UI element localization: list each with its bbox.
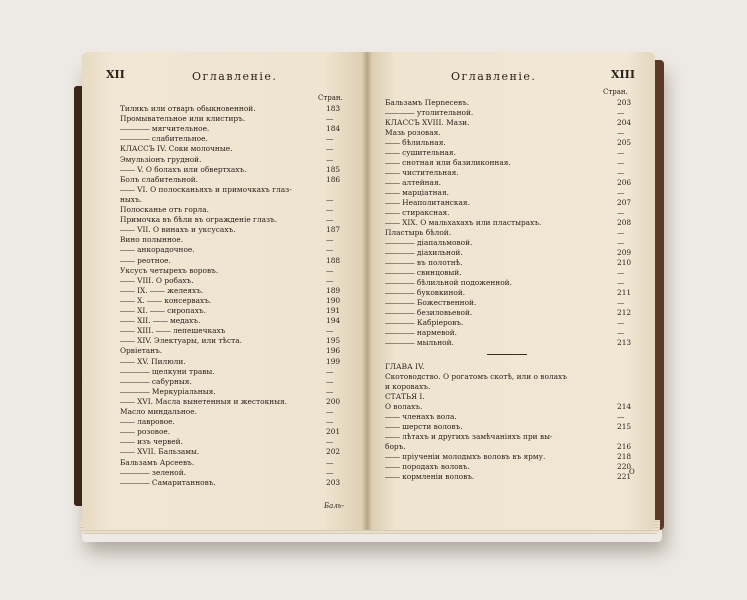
toc-entry: Болъ слабительной.	[120, 174, 199, 184]
toc-line	[385, 462, 632, 472]
toc-line	[120, 245, 334, 255]
page-reference: —	[617, 228, 625, 237]
page-reference: 208	[617, 218, 632, 227]
toc-entry: ―― лѣтахъ и другихъ замѣчаніяхъ при вы-	[385, 432, 553, 441]
corner-mark: O	[629, 468, 635, 476]
toc-line	[385, 238, 625, 248]
toc-line	[120, 205, 334, 215]
toc-entry: ―――― сабурныя.	[120, 376, 192, 386]
toc-entry: ―― реотное.	[120, 255, 171, 265]
toc-line	[120, 215, 334, 225]
toc-line	[385, 128, 625, 138]
toc-line	[120, 194, 334, 205]
page-reference: —	[326, 326, 334, 336]
toc-entry: ―― снотная или базиликонная.	[385, 158, 511, 167]
page-reference: —	[326, 437, 334, 447]
toc-line	[120, 336, 341, 346]
page-reference: —	[617, 128, 625, 137]
toc-entry: ―― породахъ воловъ.	[385, 462, 470, 471]
toc-entry: ―― XVI. Масла вынетенныя и жестокныя.	[120, 396, 288, 406]
toc-entry: Бальзамъ Арсеевъ.	[120, 457, 195, 467]
toc-line	[385, 382, 430, 392]
toc-entry: Тилякъ или отваръ обыкновенной.	[120, 104, 256, 113]
toc-line	[385, 442, 632, 452]
page-reference: —	[326, 265, 334, 275]
toc-line	[120, 134, 334, 144]
toc-line	[385, 168, 625, 178]
page-reference: —	[326, 417, 334, 427]
toc-line	[385, 372, 567, 382]
page-reference: 196	[326, 346, 341, 356]
toc-line	[120, 457, 334, 468]
page-reference: 210	[617, 258, 632, 267]
toc-line	[385, 258, 632, 268]
toc-line	[385, 422, 632, 432]
section-divider	[487, 354, 527, 355]
toc-line	[120, 386, 334, 397]
toc-line	[120, 447, 341, 457]
toc-line	[385, 138, 632, 148]
page-reference: 203	[617, 98, 632, 107]
toc-entry: Уксусъ четырехъ воровъ.	[120, 265, 219, 275]
toc-entry: ―― XIV. Электуары, или тѣста.	[120, 336, 242, 346]
toc-entry: ―― XI. ―― сиропахъ.	[120, 306, 206, 315]
toc-entry: ―――― діахильной.	[385, 248, 463, 257]
page-reference: 204	[617, 118, 632, 127]
toc-line	[385, 298, 625, 308]
column-header: Стран.	[603, 88, 628, 96]
toc-line	[385, 412, 625, 422]
toc-line	[120, 164, 341, 175]
page-reference: 203	[326, 477, 341, 487]
toc-line	[385, 228, 625, 238]
catchword: Баль-	[324, 502, 344, 510]
toc-entry: Масло миндальное.	[120, 407, 197, 416]
page-reference: —	[326, 205, 334, 214]
toc-entry: ―――― Божественной.	[385, 298, 477, 307]
page-reference: 205	[617, 138, 632, 147]
page-reference: —	[326, 275, 334, 285]
toc-entry: ―――― слабительное.	[120, 134, 208, 144]
toc-line	[385, 218, 632, 228]
page-reference: —	[326, 457, 334, 467]
left-page	[82, 52, 367, 530]
toc-entry: КЛАССЪ XVIII. Мази.	[385, 118, 470, 127]
toc-line	[120, 437, 334, 447]
page-reference: —	[617, 188, 625, 197]
toc-line	[120, 477, 341, 488]
page-reference: —	[326, 194, 334, 204]
toc-entry: Вино полынное.	[120, 235, 184, 245]
toc-line	[385, 362, 424, 372]
page-reference: 189	[326, 285, 341, 295]
toc-entry: ―― бѣлильная.	[385, 138, 446, 147]
toc-entry: ―― шерсти воловъ.	[385, 422, 463, 431]
right-page	[367, 52, 655, 530]
page-reference: —	[326, 144, 334, 154]
toc-line	[120, 467, 334, 478]
toc-line	[385, 402, 632, 412]
page-reference: 184	[326, 124, 341, 134]
book-gutter	[362, 52, 372, 530]
toc-entry: Примочка въ бѣли въ огражденіе глазъ.	[120, 215, 278, 225]
toc-line	[385, 208, 625, 218]
toc-line	[385, 188, 625, 198]
toc-entry: ―――― нармевой.	[385, 328, 457, 337]
toc-line	[120, 376, 334, 387]
page-number: XIII	[611, 68, 635, 81]
toc-entry: ―――― Кабріеровъ.	[385, 318, 464, 327]
page-reference: 194	[326, 316, 341, 326]
toc-entry: ―― лавровое.	[120, 417, 175, 427]
running-head: Оглавленіе.	[192, 70, 278, 83]
toc-entry: ―― анкорадочное.	[120, 245, 195, 255]
toc-entry: Мазь розовая.	[385, 128, 441, 137]
toc-line	[120, 427, 341, 437]
toc-line	[120, 154, 334, 165]
toc-line	[120, 144, 334, 154]
page-reference: 183	[326, 104, 341, 113]
toc-line	[385, 118, 632, 128]
toc-entry: Пластырь бѣлой.	[385, 228, 452, 237]
toc-line	[385, 98, 632, 108]
toc-entry: Промывательное или клистиръ.	[120, 114, 246, 124]
toc-line	[120, 255, 341, 266]
toc-line	[385, 158, 625, 168]
page-reference: —	[326, 467, 334, 477]
toc-line	[385, 268, 625, 278]
toc-entry: ―― V. О болахъ или обвертхахъ.	[120, 164, 247, 174]
page-reference: —	[617, 268, 625, 277]
toc-line	[385, 432, 553, 442]
toc-entry: ―― изъ червей.	[120, 437, 183, 447]
toc-line	[385, 472, 632, 482]
page-reference: —	[326, 245, 334, 255]
page-reference: —	[617, 318, 625, 327]
toc-line	[120, 306, 341, 316]
toc-line	[385, 338, 632, 348]
toc-line	[120, 295, 341, 306]
page-reference: 212	[617, 308, 632, 317]
toc-entry: ―― розовое.	[120, 427, 171, 437]
toc-entry: ―――― Меркуріальныя.	[120, 386, 216, 396]
toc-line	[120, 124, 341, 134]
toc-line	[120, 285, 341, 296]
toc-entry: ―――― зеленой.	[120, 467, 187, 477]
toc-entry: КЛАССЪ IV. Соки молочные.	[120, 144, 233, 154]
page-reference: —	[617, 208, 625, 217]
toc-line	[385, 178, 632, 188]
toc-line	[385, 248, 632, 258]
page-reference: —	[617, 412, 625, 421]
toc-entry: ―― XV. Пилюли.	[120, 356, 186, 366]
page-reference: —	[617, 168, 625, 177]
toc-entry: ―― сушительная.	[385, 148, 456, 157]
toc-entry: СТАТЬЯ I.	[385, 392, 425, 401]
toc-entry: ―― членахъ вола.	[385, 412, 457, 421]
toc-entry: ―― XII. ―― медахъ.	[120, 316, 201, 326]
page-reference: —	[326, 376, 334, 386]
toc-line	[120, 316, 341, 326]
page-reference: 214	[617, 402, 632, 411]
toc-entry: ―――― мыльной.	[385, 338, 454, 347]
toc-line	[385, 198, 632, 208]
page-reference: —	[617, 238, 625, 247]
toc-entry: ―――― діапальмовой.	[385, 238, 473, 247]
toc-line	[120, 235, 334, 245]
toc-entry: ―――― свинцовый.	[385, 268, 462, 277]
page-reference: 190	[326, 295, 341, 305]
toc-entry: ―――― въ полотнѣ.	[385, 258, 463, 267]
toc-entry: ―――― безиловьевой.	[385, 308, 473, 317]
page-reference: 202	[326, 447, 341, 457]
page-reference: —	[326, 366, 334, 376]
page-reference: —	[617, 278, 625, 287]
toc-entry: ГЛАВА IV.	[385, 362, 425, 371]
page-reference: —	[617, 108, 625, 117]
page-reference: —	[326, 134, 334, 144]
toc-line	[385, 392, 425, 402]
toc-line	[120, 407, 334, 417]
page-reference: —	[617, 148, 625, 157]
toc-line	[385, 328, 625, 338]
toc-line	[120, 104, 341, 114]
toc-line	[120, 396, 341, 407]
toc-line	[120, 225, 341, 235]
page-reference: 209	[617, 248, 632, 257]
toc-line	[120, 346, 341, 356]
page-reference: —	[326, 114, 334, 124]
page-reference: 207	[617, 198, 632, 207]
toc-entry: ―― VI. О полосканьяхъ и примочкахъ глаз-	[120, 184, 292, 194]
toc-line	[385, 278, 625, 288]
toc-entry: Орвіетанъ.	[120, 346, 163, 356]
toc-entry: Скотоводство. О рогатомъ скотѣ, или о волахъ	[385, 372, 567, 381]
toc-line	[120, 326, 334, 336]
toc-entry: ―― VIII. О робахъ.	[120, 275, 194, 285]
toc-line	[385, 318, 625, 328]
toc-entry: ―― XVII. Бальзамы.	[120, 447, 200, 457]
toc-entry: ―― Неаполитанская.	[385, 198, 470, 207]
toc-entry: ―――― Самаританновъ.	[120, 477, 216, 487]
page-reference: 213	[617, 338, 632, 347]
toc-entry: и коровахъ.	[385, 382, 431, 391]
toc-entry: ―― XIX. О мальхахахъ или пластырахъ.	[385, 218, 542, 227]
page-reference: —	[326, 154, 334, 164]
toc-entry: ―――― утолительной.	[385, 108, 474, 117]
toc-entry: ―――― мягчительное.	[120, 124, 210, 134]
page-reference: 186	[326, 174, 341, 184]
page-reference: 188	[326, 255, 341, 265]
toc-line	[120, 185, 292, 195]
toc-line	[385, 452, 632, 462]
page-reference: 187	[326, 225, 341, 235]
toc-line	[385, 288, 632, 298]
toc-entry: ―― VII. О винахъ и уксусахъ.	[120, 225, 236, 235]
toc-line	[385, 148, 625, 158]
page-reference: 185	[326, 164, 341, 174]
toc-entry: Эмульзіонъ грудной.	[120, 154, 202, 164]
page-reference: —	[326, 235, 334, 245]
toc-line	[120, 366, 334, 377]
toc-entry: О волахъ.	[385, 402, 423, 411]
toc-line	[385, 108, 625, 118]
page-reference: —	[326, 215, 334, 225]
toc-entry: ―――― бѣлильной подоженной.	[385, 278, 512, 287]
page-reference: —	[326, 407, 334, 416]
page-reference: 215	[617, 422, 632, 431]
toc-line	[120, 265, 334, 276]
toc-entry: ―― пріученіи молодыхъ воловъ въ ярму.	[385, 452, 546, 461]
page-reference: 191	[326, 306, 341, 315]
page-reference: 221	[617, 472, 632, 481]
toc-entry: ―― чистительная.	[385, 168, 459, 177]
toc-entry: ―― марціатная.	[385, 188, 449, 197]
toc-entry: ―― алтейная.	[385, 178, 441, 187]
page-reference: 211	[617, 288, 632, 297]
toc-line	[120, 417, 334, 427]
page-reference: 218	[617, 452, 632, 461]
page-reference: 206	[617, 178, 632, 187]
toc-line	[120, 275, 334, 286]
page-number: XII	[106, 68, 125, 81]
page-reference: 199	[326, 356, 341, 366]
toc-line	[385, 308, 632, 318]
page-reference: 216	[617, 442, 632, 451]
toc-entry: ―――― щелкуни травы.	[120, 366, 215, 376]
toc-entry: ныхъ.	[120, 194, 143, 204]
toc-entry: ―――― буковкиной.	[385, 288, 466, 297]
toc-entry: ―― IX. ―― желеяхъ.	[120, 285, 204, 295]
toc-entry: ―― стираксная.	[385, 208, 450, 217]
page-reference: 220	[617, 462, 632, 471]
page-reference: —	[617, 328, 625, 337]
running-head: Оглавленіе.	[451, 70, 537, 83]
toc-entry: ―― X. ―― консервахъ.	[120, 295, 212, 305]
toc-line	[120, 356, 341, 367]
toc-entry: Полосканье отъ горла.	[120, 205, 209, 214]
column-header: Стран.	[318, 94, 343, 102]
page-reference: 201	[326, 427, 341, 437]
page-reference: —	[617, 298, 625, 307]
page-reference: —	[326, 386, 334, 396]
toc-line	[120, 174, 341, 185]
toc-entry: Бальзамъ Перnесевъ.	[385, 98, 470, 107]
toc-entry: боръ.	[385, 442, 406, 451]
page-reference: —	[617, 158, 625, 167]
toc-line	[120, 114, 334, 124]
page-reference: 195	[326, 336, 341, 346]
page-reference: 200	[326, 396, 341, 406]
toc-entry: ―― кормленіи воловъ.	[385, 472, 475, 481]
toc-entry: ―― XIII. ―― лепешечкахъ	[120, 326, 226, 336]
